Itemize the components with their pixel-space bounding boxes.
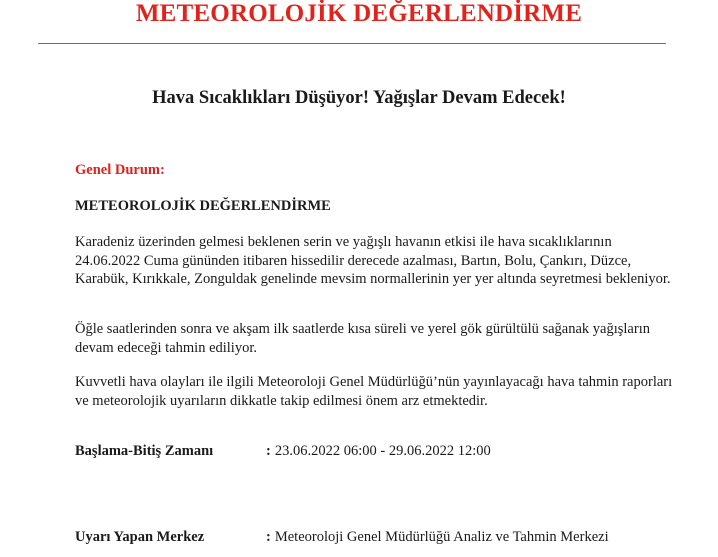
- paragraph-temperature: Karadeniz üzerinden gelmesi beklenen serin ve yağışlı havanın etkisi ile hava sıcaklıklarının 24.06.2022 Cuma gününden itibaren hissedilir derecede azalması, Bartın, Bolu, Çankırı, Düzce, Karabük, Kırıkkale, Zonguldak genelinde mevsim normallerinin yer yer altında seyretmesi bekleniyor.: [75, 234, 671, 287]
- issuing-center-text: Meteoroloji Genel Müdürlüğü Analiz ve Tahmin Merkezi: [274, 529, 609, 545]
- title-divider: [38, 43, 666, 44]
- paragraph-showers: Öğle saatlerinden sonra ve akşam ilk saatlerde kısa süreli ve yerel gök gürültülü sağanak yağışların devam edeceği tahmin ediliyor.: [75, 321, 650, 356]
- field-label-time-range: Başlama-Bitiş Zamanı: [75, 443, 214, 459]
- headline: Hava Sıcaklıkları Düşüyor! Yağışlar Devam Edecek!: [152, 88, 566, 108]
- time-range-text: 23.06.2022 06:00 - 29.06.2022 12:00: [274, 443, 491, 459]
- paragraph-warnings: Kuvvetli hava olayları ile ilgili Meteoroloji Genel Müdürlüğü’nün yayınlayacağı hava tahmin raporları ve meteorolojik uyarıların dikkatle takip edilmesi önem arz etmektedir.: [75, 374, 673, 409]
- field-colon: :: [266, 529, 271, 545]
- field-colon: :: [266, 443, 271, 459]
- document-title: METEOROLOJİK DEĞERLENDİRME: [135, 0, 583, 27]
- field-label-issuing-center: Uyarı Yapan Merkez: [75, 529, 205, 545]
- field-value-issuing-center: [266, 527, 609, 547]
- assessment-subheading: METEOROLOJİK DEĞERLENDİRME: [75, 198, 331, 214]
- field-value-time-range: [266, 441, 491, 461]
- section-label-genel-durum: Genel Durum:: [75, 162, 165, 178]
